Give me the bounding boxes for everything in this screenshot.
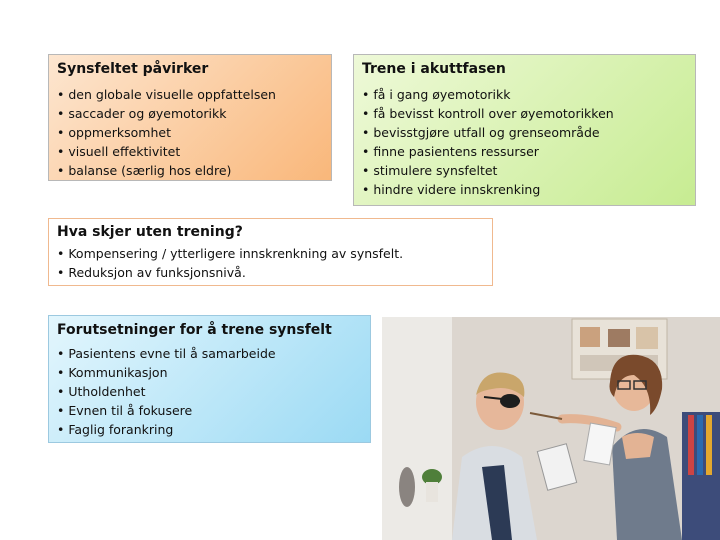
list-item: • få bevisst kontroll over øyemotorikken (362, 104, 687, 123)
bullet-list (57, 244, 484, 282)
list-item: • Kommunikasjon (57, 363, 362, 382)
box-hva-skjer-uten-trening (48, 218, 493, 286)
list-item: • den globale visuelle oppfattelsen (57, 85, 323, 104)
list-item: • balanse (særlig hos eldre) (57, 161, 323, 180)
list-item: • stimulere synsfeltet (362, 161, 687, 180)
list-item: • Evnen til å fokusere (57, 401, 362, 420)
list-item: • visuell effektivitet (57, 142, 323, 161)
list-item: • Pasientens evne til å samarbeide (57, 344, 362, 363)
list-item: • saccader og øyemotorikk (57, 104, 323, 123)
list-item: • Utholdenhet (57, 382, 362, 401)
bullet-list (362, 85, 687, 199)
box-title: Hva skjer uten trening? (57, 224, 243, 240)
box-title: Synsfeltet påvirker (57, 61, 209, 77)
list-item: • bevisstgjøre utfall og grenseområde (362, 123, 687, 142)
list-item: • finne pasientens ressurser (362, 142, 687, 161)
box-forutsetninger (48, 315, 371, 443)
list-item: • Kompensering / ytterligere innskrenkning av synsfelt. (57, 244, 484, 263)
bullet-list (57, 344, 362, 439)
box-title: Trene i akuttfasen (362, 61, 506, 77)
list-item: • Faglig forankring (57, 420, 362, 439)
list-item: • oppmerksomhet (57, 123, 323, 142)
list-item: • få i gang øyemotorikk (362, 85, 687, 104)
therapy-session-photo (382, 317, 720, 540)
list-item: • hindre videre innskrenking (362, 180, 687, 199)
bullet-list (57, 85, 323, 180)
box-trene-i-akuttfasen (353, 54, 696, 206)
box-synsfeltet-pavirker (48, 54, 332, 181)
list-item: • Reduksjon av funksjonsnivå. (57, 263, 484, 282)
box-title: Forutsetninger for å trene synsfelt (57, 322, 332, 338)
